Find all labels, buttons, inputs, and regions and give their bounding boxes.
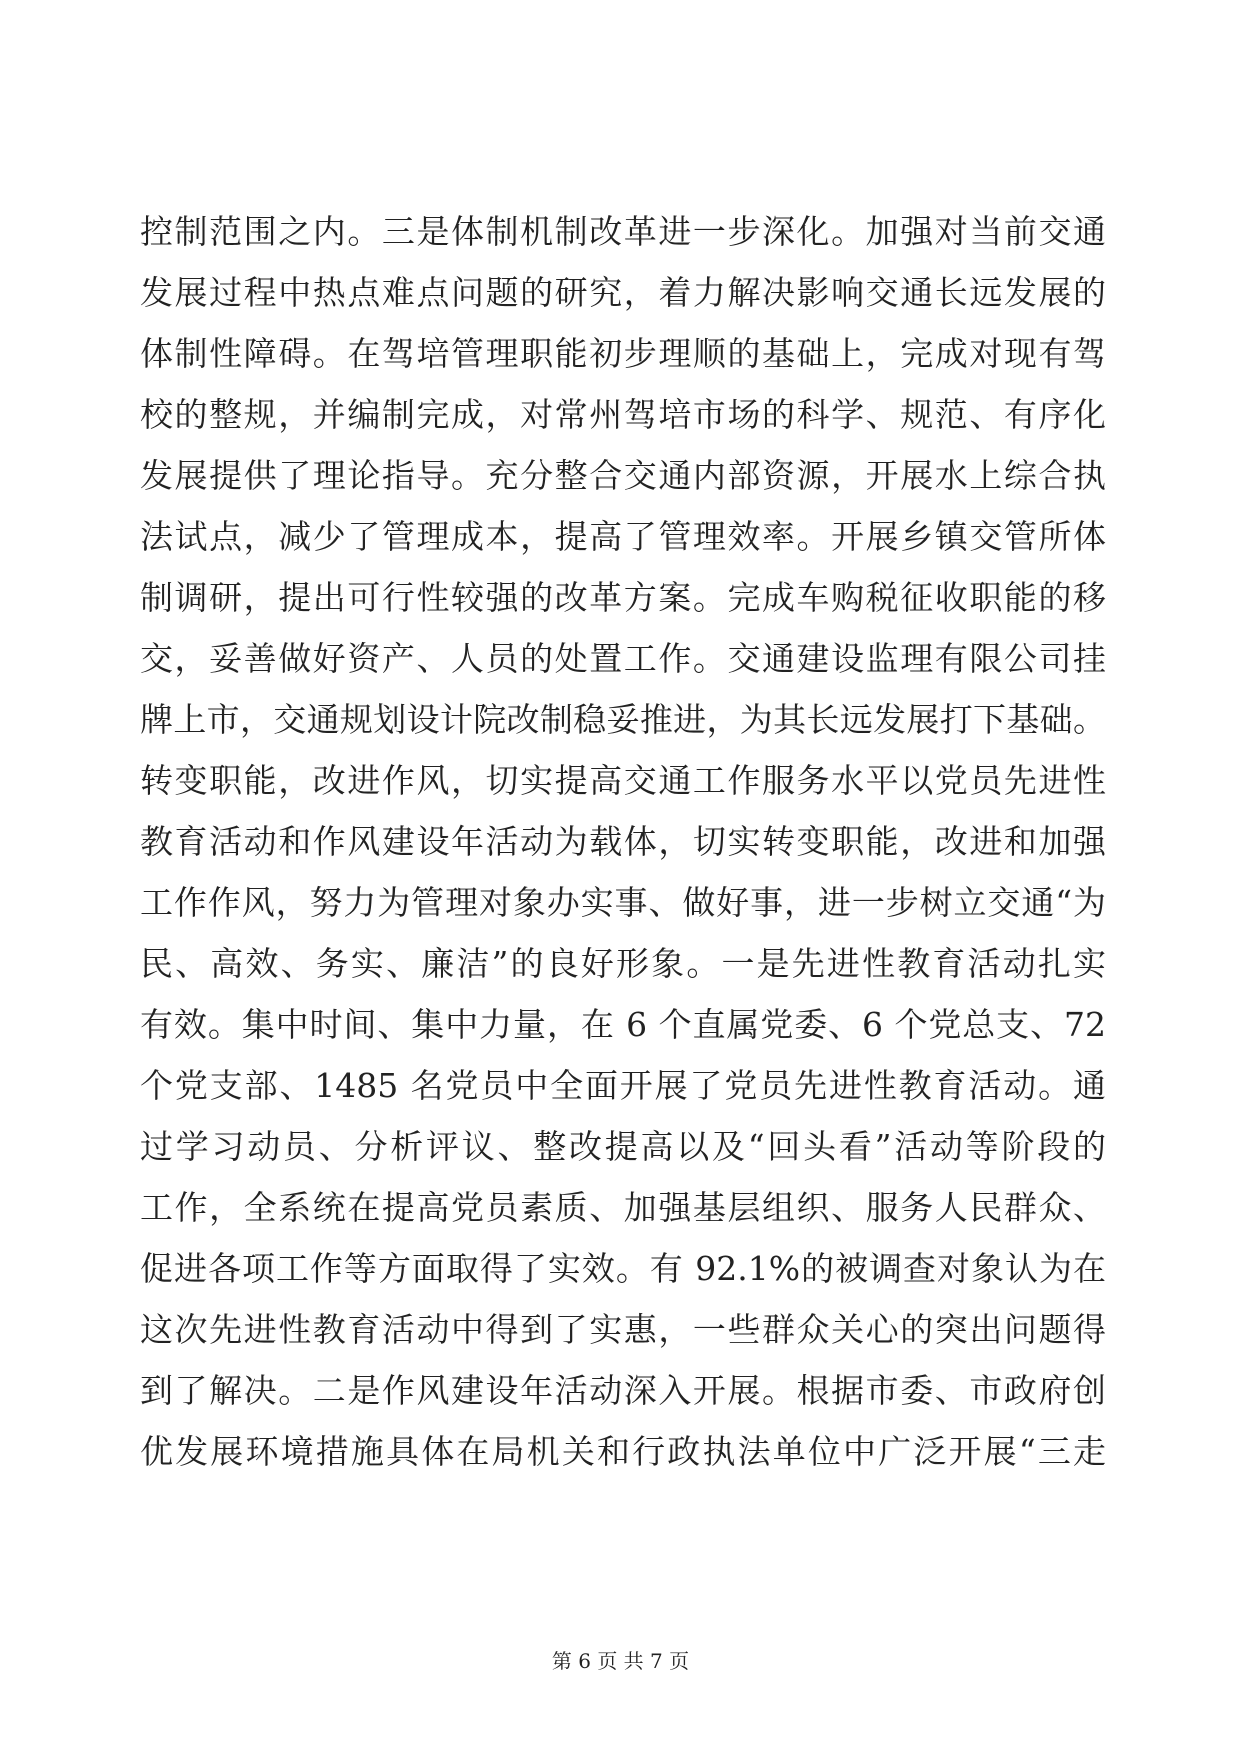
- body-text: [140, 201, 1106, 1482]
- text-line: 制调研，提出可行性较强的改革方案。完成车购税征收职能的移: [140, 578, 1106, 617]
- text-line: 工作，全系统在提高党员素质、加强基层组织、服务人民群众、: [140, 1188, 1106, 1227]
- text-line: 交，妥善做好资产、人员的处置工作。交通建设监理有限公司挂: [140, 639, 1106, 678]
- text-line: 校的整规，并编制完成，对常州驾培市场的科学、规范、有序化: [140, 395, 1106, 434]
- page-footer: [0, 1645, 1241, 1677]
- text-line: 个党支部、1485 名党员中全面开展了党员先进性教育活动。通: [140, 1066, 1106, 1105]
- text-line: 发展过程中热点难点问题的研究，着力解决影响交通长远发展的: [140, 273, 1106, 312]
- text-line: 法试点，减少了管理成本，提高了管理效率。开展乡镇交管所体: [140, 517, 1106, 556]
- text-line: 到了解决。二是作风建设年活动深入开展。根据市委、市政府创: [140, 1371, 1106, 1410]
- text-line: 教育活动和作风建设年活动为载体，切实转变职能，改进和加强: [140, 822, 1106, 861]
- text-line: 促进各项工作等方面取得了实效。有 92.1%的被调查对象认为在: [140, 1249, 1106, 1288]
- text-line: 工作作风，努力为管理对象办实事、做好事，进一步树立交通“为: [140, 883, 1106, 922]
- text-line: 有效。集中时间、集中力量，在 6 个直属党委、6 个党总支、72: [140, 1005, 1106, 1044]
- text-line: 转变职能，改进作风，切实提高交通工作服务水平以党员先进性: [140, 761, 1106, 800]
- page-number-label: 第 6 页 共 7 页: [551, 1649, 690, 1673]
- text-line: 民、高效、务实、廉洁”的良好形象。一是先进性教育活动扎实: [140, 944, 1106, 983]
- text-line: 发展提供了理论指导。充分整合交通内部资源，开展水上综合执: [140, 456, 1106, 495]
- text-line: 优发展环境措施具体在局机关和行政执法单位中广泛开展“三走: [140, 1432, 1106, 1471]
- text-line: 体制性障碍。在驾培管理职能初步理顺的基础上，完成对现有驾: [140, 334, 1106, 373]
- text-line: 控制范围之内。三是体制机制改革进一步深化。加强对当前交通: [140, 212, 1106, 251]
- text-line: 这次先进性教育活动中得到了实惠，一些群众关心的突出问题得: [140, 1310, 1106, 1349]
- text-line: 过学习动员、分析评议、整改提高以及“回头看”活动等阶段的: [140, 1127, 1106, 1166]
- text-line: 牌上市，交通规划设计院改制稳妥推进，为其长远发展打下基础。: [140, 700, 1106, 739]
